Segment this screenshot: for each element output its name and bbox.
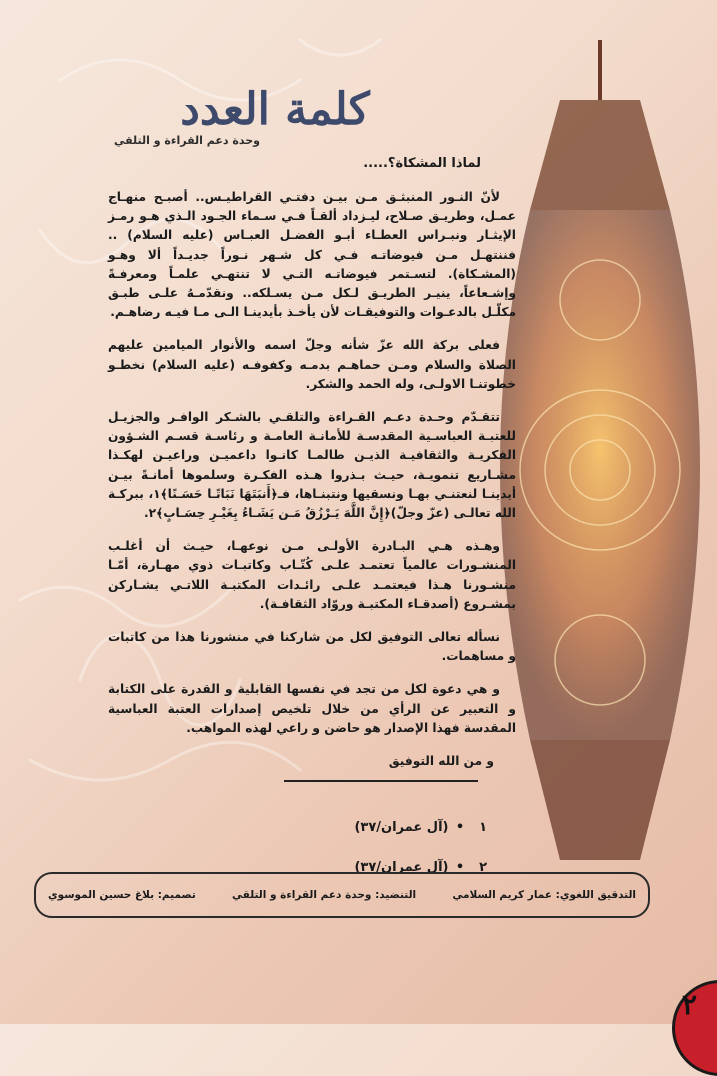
article-body (108, 188, 516, 785)
footnote-number: ١ (479, 820, 487, 835)
proofreading-credit: التدقيق اللغوي: عمار كريم السلامي (452, 889, 636, 901)
paragraph: فعلى بركة الله عزّ شأنه وجلّ اسمه والأنوار الميامين عليهم الصلاة والسلام ومـن حماهـم بدمـه وكفوفـه (عليه السلام) نخطـو خطوتنـا الاولـى، وله الحمد والشكر. (108, 338, 516, 391)
footnote-text: (آل عمران/٣٧) (354, 860, 449, 875)
footnote-text: (آل عمران/٣٧) (354, 820, 449, 835)
paragraph: لأنّ النـور المنبثـق مـن بيـن دفتـي القراطيـس.. أصبـح منهـاج عمـل، وطريـق صـلاح، ليـزداد ألقـاً فـي سـماء الجـود الـذي هـو رمـز الإيثـار ونبـراس العطـاء أبـو الفضـل العبـاس (عليه السلام) .. فننتهـل مـن فيوضاتـه فـي كل شـهر نـوراً جديـداً ألا وهـو (المشـكاة). لتسـتمر فيوضاتـه التـي لا تنتهـي علمـاً ومعرفـةً وإشـعاعاً، ينيـر الطريـق لـكل مـن يسـلكه.. ونقدّمـهُ علـى طبـق مكلّـل بالدعـوات والتوفيقـات لأن يأخـذ بأيدينـا الـى مـا فيـه رضاهـم. (108, 190, 516, 320)
bullet-icon: • (455, 860, 465, 875)
page-number: ٢ (682, 988, 698, 1021)
paragraph: وهـذه هـي البـادرة الأولـى مـن نوعهـا، حيـث أن أغلـب المنشـورات عالمياً تعتمـد علـى كُتّـاب وكاتبـات ذوي مهـارة، أمّـا منشـورنا هـذا فيعتمـد علـى رائـدات المكتبـة اللاتـي يشـاركن بمشـروع (أصدقـاء المكتبـة وروّاد الثقافـة). (108, 539, 516, 611)
bullet-icon: • (455, 820, 465, 835)
footnote-divider (284, 780, 478, 782)
page-title: كلمة العدد (180, 84, 370, 135)
subtitle: وحدة دعم القراءة و التلقي (113, 134, 260, 147)
paragraph: و هي دعوة لكل من تجد في نفسها القابلية و القدرة على الكتابة و التعبير عن الرأي من خلال تلخيص إصدارات العتبة العباسية المقدسة فهذا الإصدار هو حاضن و راعي لهذه المواهب. (108, 682, 516, 735)
credits-box (34, 872, 650, 918)
footnote-item (354, 808, 487, 848)
layout-credit: التنضيد: وحدة دعم القراءة و التلقي (232, 889, 417, 901)
paragraph: تتقـدّم وحـدة دعـم القـراءة والتلقـي بالشـكر الوافـر والجزيـل للعتبـة العباسـية المقدسـة للأمانـة العامـة و رئاسـة قسـم الشـؤون الفكريـة والثقافيـة الذيـن طالمـا كانـوا داعميـن وراعيـن لهكـذا مشـاريع تنمويـة، حيـث بـذروا هـذه الفكـرة وسلموها أمانـةً بيـن أيدينـا لنعتنـي بهـا ونسقيها ونتبنـاها، فـ﴿أَنبَتَهَا نَبَاتًـا حَسَـنًا﴾١، ببركـة الله تعالـى (عزّ وجلّ)﴿إِنَّ اللَّهَ يَـرْزُقُ مَـن يَشَـاءُ بِغَيْـرِ حِسَـابٍ﴾٢. (108, 410, 516, 521)
heading-question: لماذا المشكاة؟..... (363, 156, 481, 171)
design-credit: تصميم: بلاغ حسين الموسوي (48, 889, 196, 901)
paragraph: نسأله تعالى التوفيق لكل من شاركنا في منشورنا هذا من كاتبات و مساهمات. (108, 630, 516, 664)
footnote-number: ٢ (479, 860, 487, 875)
closing-line: و من الله التوفيق (388, 754, 494, 769)
